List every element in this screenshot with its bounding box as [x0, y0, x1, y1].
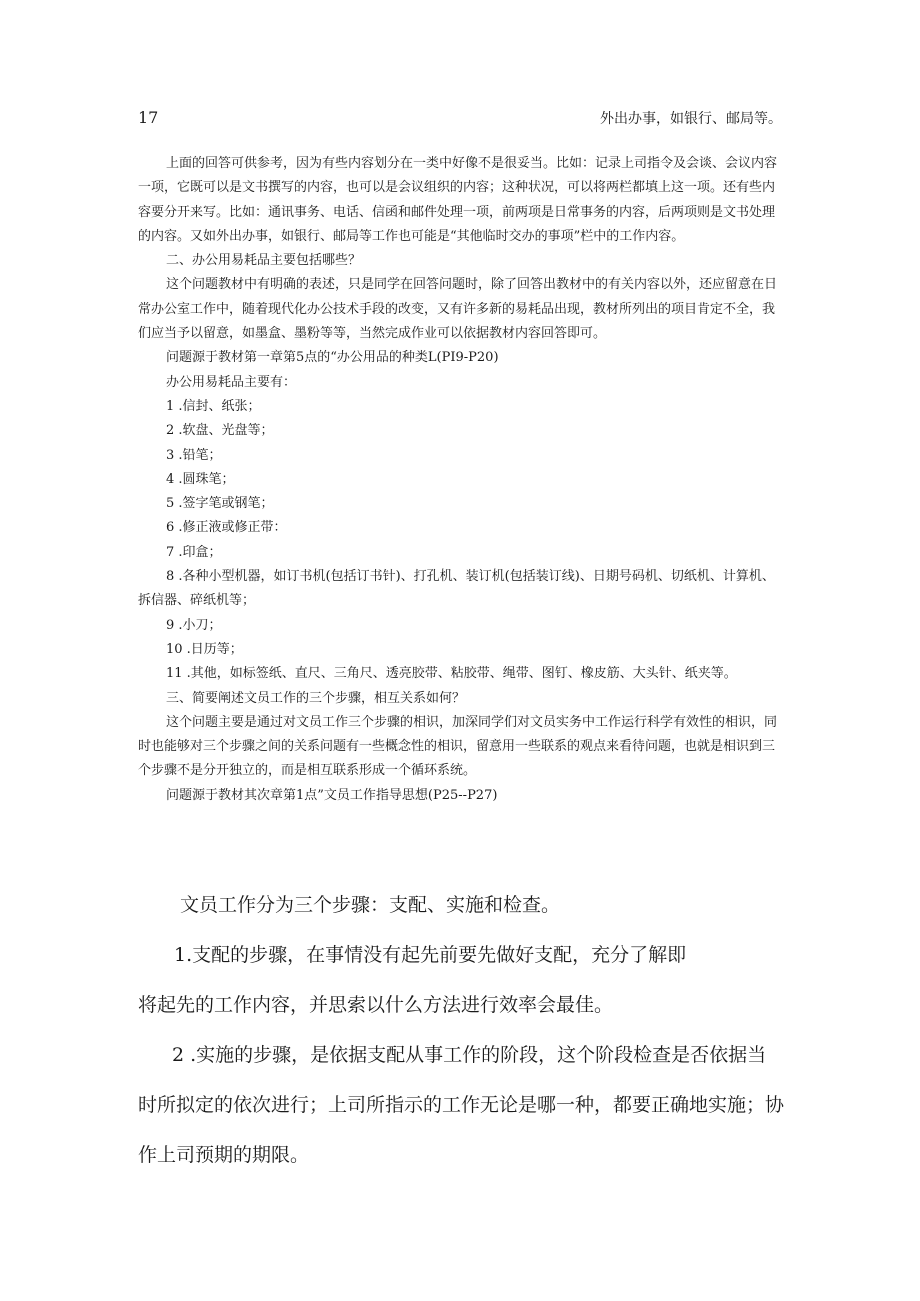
- list-item: 4 .圆珠笔；: [166, 471, 235, 487]
- source-note: 问题源于教材第一章第5点的“办公用品的种类L(PI9-P20): [166, 350, 499, 366]
- step1-line1: 1.支配的步骤，在事情没有起先前要先做好支配，充分了解即: [174, 944, 687, 966]
- body-text-large: [138, 880, 784, 1180]
- running-header-text: 外出办事，如银行、邮局等。: [600, 111, 782, 127]
- section-heading: 二、办公用易耗品主要包括哪些？: [166, 253, 362, 269]
- list-item: 6 .修正液或修正带：: [166, 520, 287, 536]
- list-item: 11 .其他，如标签纸、直尺、三角尺、透亮胶带、粘胶带、绳带、图钉、橡皮筋、大头针、纸夹等。: [166, 666, 737, 682]
- body-text-small: [138, 152, 784, 808]
- list-item: 9 .小刀；: [166, 617, 222, 633]
- list-item: 8 .各种小型机器，如订书机(包括订书针)、打孔机、装订机(包括装订线)、日期号码机、切纸机、计算机、拆信器、碎纸机等；: [138, 569, 775, 609]
- source-note: 问题源于教材其次章第1点”文员工作指导思想(P25--P27): [166, 787, 498, 803]
- step1-line2: 将起先的工作内容，并思索以什么方法进行效率会最佳。: [138, 994, 614, 1016]
- paragraph: 上面的回答可供参考，因为有些内容划分在一类中好像不是很妥当。比如：记录上司指令及会谈、会议内容一项，它既可以是文书撰写的内容，也可以是会议组织的内容；这种状况，可以将两栏都填上这一项。还有些内容要分开来写。比如：通讯事务、电话、信函和邮件处理一项，前两项是日常事务的内容，后两项则是文书处理的内容。又如外出办事，如银行、邮局等工作也可能是“其他临时交办的事项”栏中的工作内容。: [138, 156, 778, 244]
- list-item: 3 .铅笔；: [166, 447, 222, 463]
- list-intro: 办公用易耗品主要有：: [166, 374, 297, 390]
- list-item: 2 .软盘、光盘等；: [166, 423, 274, 439]
- steps-intro: 文员工作分为三个步骤：支配、实施和检查。: [180, 894, 561, 916]
- step2-paragraph: 2 .实施的步骤，是依据支配从事工作的阶段，这个阶段检查是否依据当时所拟定的依次进行；上司所指示的工作无论是哪一种，都要正确地实施；协作上司预期的期限。: [138, 1044, 785, 1166]
- page-number: 17: [138, 108, 159, 127]
- paragraph: 这个问题主要是通过对文员工作三个步骤的相识，加深同学们对文员实务中工作运行科学有效性的相识，同时也能够对三个步骤之间的关系问题有一些概念性的相识，留意用一些联系的观点来看待问题，也就是相识到三个步骤不是分开独立的，而是相互联系形成一个循环系统。: [138, 714, 778, 779]
- list-item: 1 .信封、纸张；: [166, 398, 261, 414]
- list-item: 10 .日历等；: [166, 641, 243, 657]
- section-heading: 三、简要阐述文员工作的三个步骤，相互关系如何？: [166, 690, 466, 706]
- list-item: 7 .印盒；: [166, 544, 222, 560]
- paragraph: 这个问题教材中有明确的表述，只是同学在回答问题时，除了回答出教材中的有关内容以外，还应留意在日常办公室工作中，随着现代化办公技术手段的改变，又有许多新的易耗品出现，教材所列出的项目肯定不全，我们应当予以留意，如墨盒、墨粉等等，当然完成作业可以依据教材内容回答即可。: [138, 277, 778, 342]
- list-item: 5 .签字笔或钢笔；: [166, 496, 274, 512]
- page-header: [138, 108, 782, 132]
